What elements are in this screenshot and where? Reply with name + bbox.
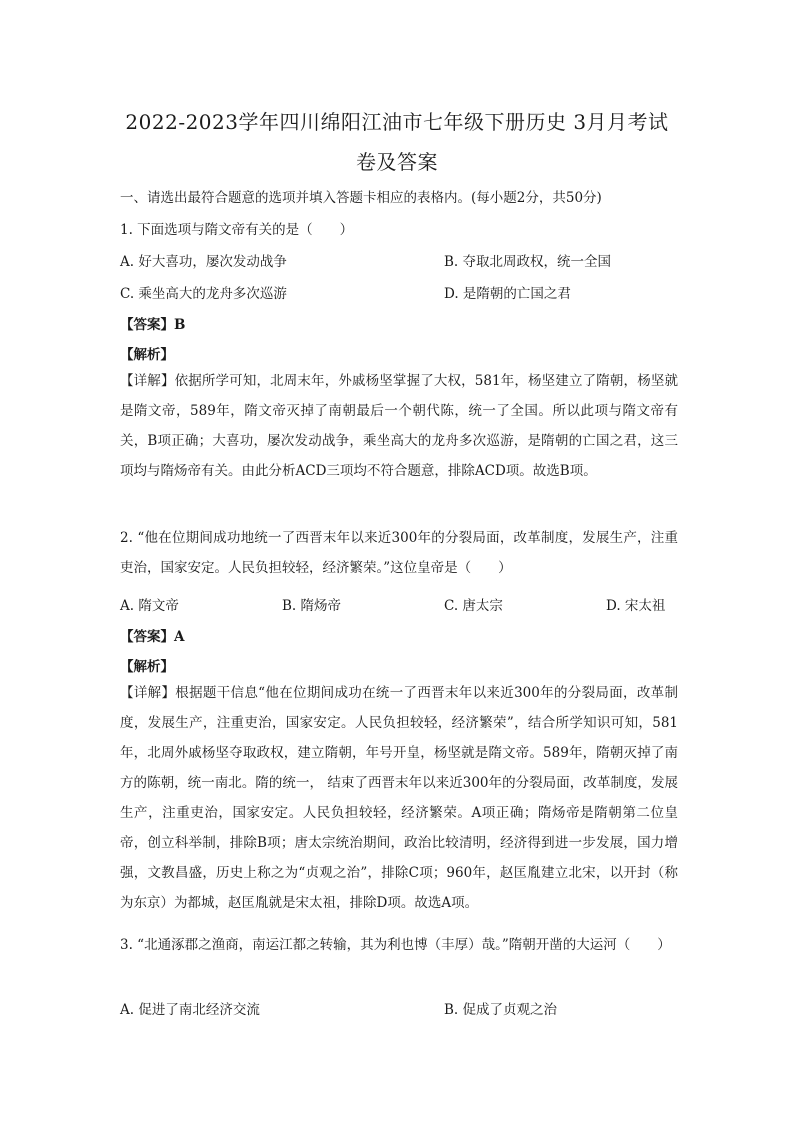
- document-title-line2: 卷及答案: [356, 150, 438, 174]
- question-2-analysis-label: 【解析】: [120, 659, 174, 675]
- question-2-option-c: C. 唐太宗: [444, 598, 503, 614]
- question-2-answer: 【答案】A: [120, 629, 185, 645]
- question-2-option-a: A. 隋文帝: [120, 598, 179, 614]
- question-1-option-d: D. 是隋朝的亡国之君: [444, 286, 571, 302]
- section-header: 一、请选出最符合题意的选项并填入答题卡相应的表格内。(每小题2分，共50分): [120, 190, 602, 206]
- question-1-option-c: C. 乘坐高大的龙舟多次巡游: [120, 286, 287, 302]
- question-1-answer: 【答案】B: [120, 317, 186, 333]
- question-1-stem: 1. 下面选项与隋文帝有关的是（ ）: [120, 222, 354, 238]
- question-2-option-d: D. 宋太祖: [606, 598, 666, 614]
- question-1-option-b: B. 夺取北周政权，统一全国: [444, 254, 612, 270]
- question-2-detail: 【详解】根据题干信息“他在位期间成功在统一了西晋末年以来近300年的分裂局面，改革制度，发展生产，注重吏治，国家安定。人民负担较轻，经济繁荣”，结合所学知识可知，581年，北周外戚杨坚夺取政权，建立隋朝，年号开皇，杨坚就是隋文帝。589年，隋朝灭掉了南方的陈朝，统一南北。隋的统一， 结束了西晋末年以来近300年的分裂局面，改革制度，发展生产，注重吏治，国家安定。人民负担较轻，经济繁荣。A项正确；隋炀帝是隋朝第二位皇帝，创立科举制，排除B项；唐太宗统治期间，政治比较清明，经济得到进一步发展，国力增强，文教昌盛，历史上称之为“贞观之治”，排除C项；960年，赵匡胤建立北宋，以开封（称为东京）为都城，赵匡胤就是宋太祖，排除D项。故选A项。: [120, 685, 678, 911]
- question-3-option-a: A. 促进了南北经济交流: [120, 1002, 260, 1018]
- question-1-analysis-label: 【解析】: [120, 347, 174, 363]
- question-2-stem: 2. “他在位期间成功地统一了西晋末年以来近300年的分裂局面，改革制度，发展生产，注重吏治，国家安定。人民负担较轻，经济繁荣。”这位皇帝是（ ）: [120, 530, 678, 576]
- question-1-option-a: A. 好大喜功，屡次发动战争: [120, 254, 287, 270]
- question-2-option-b: B. 隋炀帝: [282, 598, 342, 614]
- question-1-detail: 【详解】依据所学可知，北周末年，外戚杨坚掌握了大权，581年，杨坚建立了隋朝，杨坚就是隋文帝，589年，隋文帝灭掉了南朝最后一个朝代陈，统一了全国。所以此项与隋文帝有关，B项正确；大喜功，屡次发动战争，乘坐高大的龙舟多次巡游，是隋朝的亡国之君，这三项均与隋炀帝有关。由此分析ACD三项均不符合题意，排除ACD项。故选B项。: [120, 373, 678, 479]
- question-3-stem: 3. “北通涿郡之渔商，南运江都之转输，其为利也博（丰厚）哉。”隋朝开凿的大运河（ ）: [120, 937, 671, 953]
- document-title-line1: 2022-2023学年四川绵阳江油市七年级下册历史 3月月考试: [125, 110, 669, 134]
- question-3-option-b: B. 促成了贞观之治: [444, 1002, 558, 1018]
